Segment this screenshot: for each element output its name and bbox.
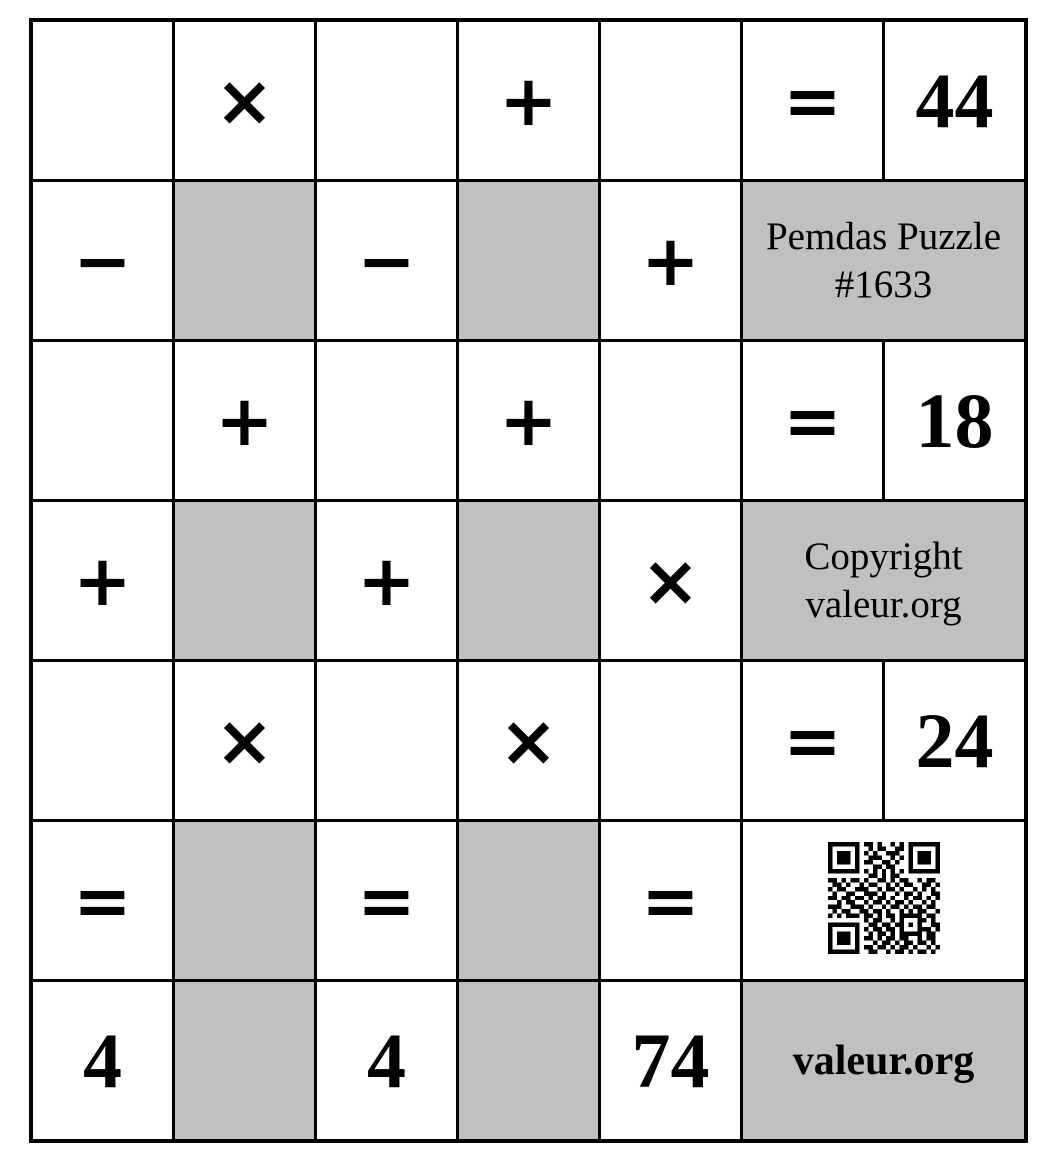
grid-row-4 [31, 501, 1026, 661]
shaded-cell [458, 981, 600, 1142]
operator-cell-minus [31, 181, 174, 341]
plus-operator-symbol: + [499, 59, 558, 142]
grid-row-7 [31, 981, 1026, 1142]
copyright-cell [742, 501, 1027, 661]
operator-cell-multiply [600, 501, 742, 661]
shaded-cell [174, 501, 316, 661]
number-value: 44 [915, 56, 994, 144]
empty-answer-cell [31, 20, 174, 181]
site-brand-cell [742, 981, 1027, 1142]
pemdas-puzzle-grid [29, 18, 1028, 1143]
qr-cell [742, 821, 1027, 981]
operator-cell-equals [742, 341, 884, 501]
grid-row-3 [31, 341, 1026, 501]
number-cell [600, 981, 742, 1142]
operator-cell-plus [174, 341, 316, 501]
number-value: 74 [631, 1016, 710, 1104]
equals-operator-symbol: = [783, 379, 842, 462]
multiply-operator-symbol: × [215, 59, 274, 142]
equals-operator-symbol: = [73, 859, 132, 942]
plus-operator-symbol: + [499, 379, 558, 462]
operator-cell-plus [31, 501, 174, 661]
shaded-cell [458, 181, 600, 341]
number-value: 4 [367, 1016, 406, 1104]
minus-operator-symbol: − [357, 219, 416, 302]
puzzle-grid-body [31, 20, 1026, 1141]
empty-answer-cell [316, 20, 458, 181]
equals-operator-symbol: = [357, 859, 416, 942]
equals-operator-symbol: = [641, 859, 700, 942]
plus-operator-symbol: + [73, 539, 132, 622]
empty-answer-cell [31, 661, 174, 821]
empty-answer-cell [600, 661, 742, 821]
operator-cell-equals [742, 20, 884, 181]
number-value: 24 [915, 696, 994, 784]
operator-cell-multiply [174, 661, 316, 821]
grid-row-1 [31, 20, 1026, 181]
number-value: 4 [83, 1016, 122, 1104]
operator-cell-equals [742, 661, 884, 821]
number-cell [316, 981, 458, 1142]
operator-cell-plus [316, 501, 458, 661]
operator-cell-plus [458, 20, 600, 181]
empty-answer-cell [31, 341, 174, 501]
multiply-operator-symbol: × [215, 699, 274, 782]
multiply-operator-symbol: × [499, 699, 558, 782]
plus-operator-symbol: + [641, 219, 700, 302]
shaded-cell [174, 821, 316, 981]
puzzle-title-line-1: Pemdas Puzzle [765, 214, 1002, 258]
copyright-text [743, 533, 1024, 628]
operator-cell-equals [600, 821, 742, 981]
number-cell [31, 981, 174, 1142]
copyright-line-1: Copyright [804, 534, 963, 578]
multiply-operator-symbol: × [641, 539, 700, 622]
grid-row-6 [31, 821, 1026, 981]
puzzle-title-text [743, 213, 1024, 308]
grid-row-2 [31, 181, 1026, 341]
puzzle-title-line-2: #1633 [834, 262, 933, 306]
operator-cell-plus [600, 181, 742, 341]
empty-answer-cell [316, 661, 458, 821]
site-brand-text: valeur.org [792, 1037, 975, 1084]
number-cell [884, 661, 1027, 821]
grid-row-5 [31, 661, 1026, 821]
equals-operator-symbol: = [783, 699, 842, 782]
puzzle-title-cell [742, 181, 1027, 341]
number-value: 18 [915, 376, 994, 464]
operator-cell-minus [316, 181, 458, 341]
shaded-cell [458, 821, 600, 981]
empty-answer-cell [600, 341, 742, 501]
minus-operator-symbol: − [73, 219, 132, 302]
empty-answer-cell [316, 341, 458, 501]
empty-answer-cell [600, 20, 742, 181]
plus-operator-symbol: + [357, 539, 416, 622]
copyright-line-2: valeur.org [805, 582, 962, 626]
operator-cell-equals [31, 821, 174, 981]
plus-operator-symbol: + [215, 379, 274, 462]
number-cell [884, 20, 1027, 181]
operator-cell-multiply [174, 20, 316, 181]
operator-cell-equals [316, 821, 458, 981]
shaded-cell [174, 981, 316, 1142]
shaded-cell [458, 501, 600, 661]
number-cell [884, 341, 1027, 501]
equals-operator-symbol: = [783, 59, 842, 142]
operator-cell-plus [458, 341, 600, 501]
operator-cell-multiply [458, 661, 600, 821]
qr-code [828, 842, 940, 954]
shaded-cell [174, 181, 316, 341]
